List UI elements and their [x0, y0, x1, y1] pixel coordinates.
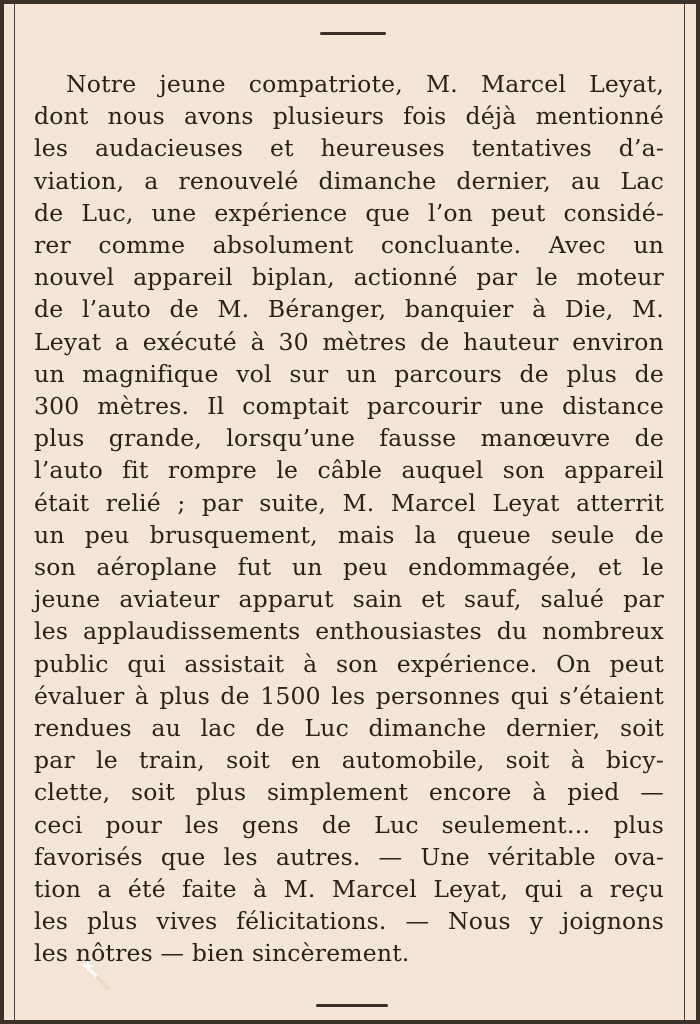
article-line: de l’auto de M. Béranger, banquier à Die, M. [34, 295, 664, 324]
article-line: favorisés que les autres. — Une véritable ova- [34, 842, 664, 871]
article-line: les plus vives félicitations. — Nous y joignons [34, 907, 664, 936]
top-divider-rule [320, 32, 386, 35]
left-fold-line [14, 4, 15, 1020]
article-line: viation, a renouvelé dimanche dernier, au Lac [34, 166, 664, 195]
article-line: jeune aviateur apparut sain et sauf, salué par [34, 585, 664, 614]
clipping-page [4, 4, 696, 1020]
article-line: l’auto fit rompre le câble auquel son appareil [34, 456, 664, 485]
article-line: plus grande, lorsqu’une fausse manœuvre de [34, 424, 664, 453]
article-line: un peu brusquement, mais la queue seule de [34, 520, 664, 549]
article-line: un magnifique vol sur un parcours de plus de [34, 359, 664, 388]
article-line: évaluer à plus de 1500 les personnes qui s’étaient [34, 681, 664, 710]
article-line: par le train, soit en automobile, soit à bicy- [34, 746, 664, 775]
article-line: rer comme absolument concluante. Avec un [34, 231, 664, 260]
article-line: était relié ; par suite, M. Marcel Leyat atterrit [34, 488, 664, 517]
article-line: les applaudissements enthousiastes du nombreux [34, 617, 664, 646]
article-line: 300 mètres. Il comptait parcourir une distance [34, 392, 664, 421]
right-fold-line [684, 4, 685, 1020]
article-line: son aéroplane fut un peu endommagée, et le [34, 553, 664, 582]
article-line: clette, soit plus simplement encore à pied — [34, 778, 664, 807]
article-line: Notre jeune compatriote, M. Marcel Leyat, [66, 70, 664, 98]
article-line: Leyat a exécuté à 30 mètres de hauteur environ [34, 327, 664, 356]
bottom-divider-rule [316, 1004, 388, 1007]
article-line: les nôtres — bien sincèrement. [34, 939, 410, 968]
article-line: dont nous avons plusieurs fois déjà mentionné [34, 102, 664, 131]
article-line: les audacieuses et heureuses tentatives d’a- [34, 134, 664, 163]
article-line: tion a été faite à M. Marcel Leyat, qui a reçu [34, 875, 664, 904]
article-line: nouvel appareil biplan, actionné par le moteur [34, 263, 664, 292]
sparkle-icon [78, 958, 112, 992]
article-line: public qui assistait à son expérience. On peut [34, 649, 664, 678]
article-line: ceci pour les gens de Luc seulement… plus [34, 810, 664, 839]
article-line: rendues au lac de Luc dimanche dernier, soit [34, 714, 664, 743]
article-line: de Luc, une expérience que l’on peut considé- [34, 198, 664, 227]
article-body [34, 68, 664, 970]
